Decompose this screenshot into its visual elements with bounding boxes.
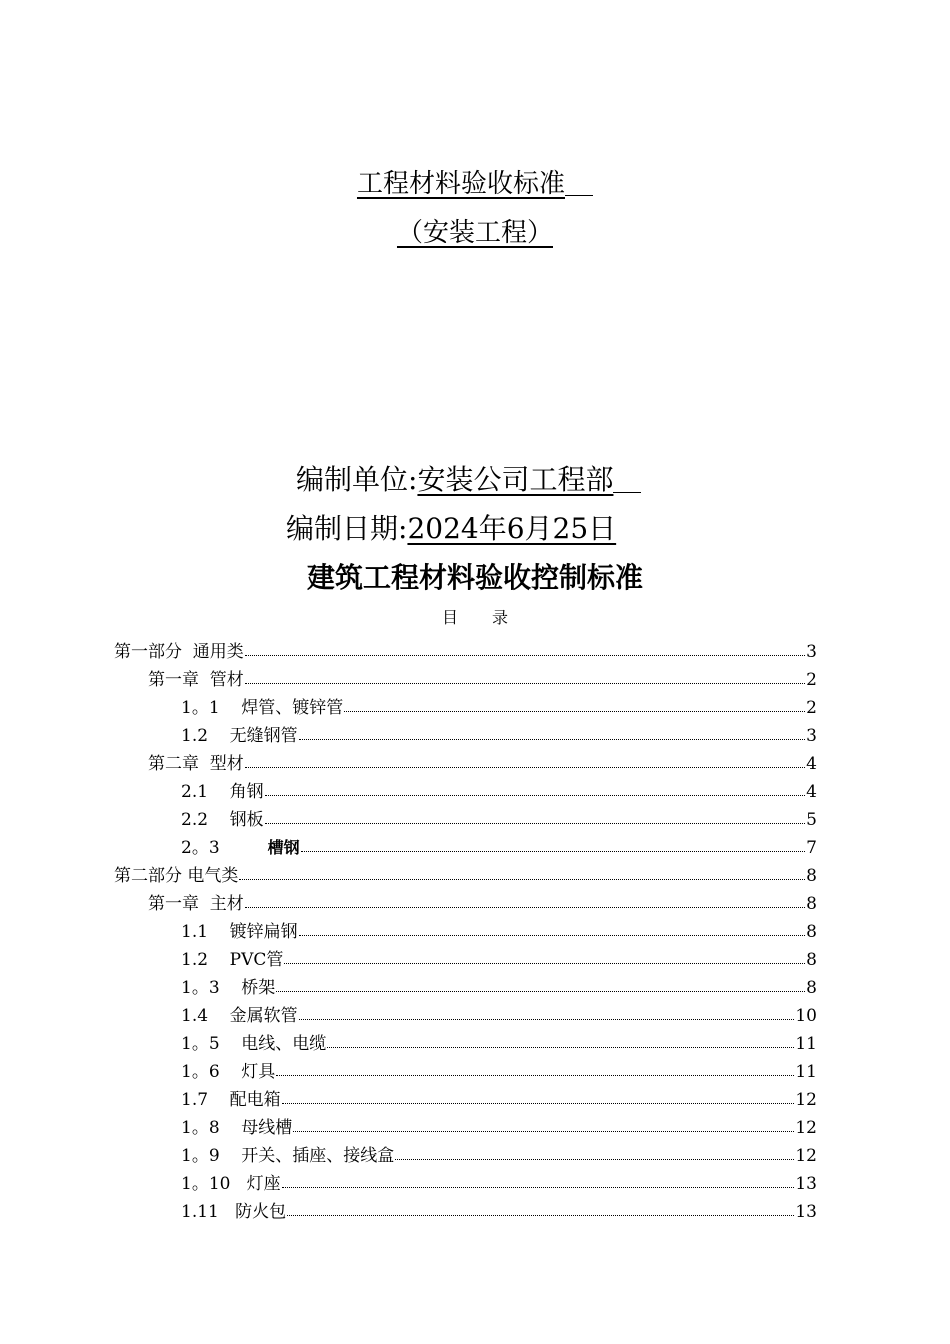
toc-leader-dots [344, 711, 805, 712]
toc-entry-page: 11 [795, 1062, 817, 1082]
toc-entry[interactable] [148, 664, 817, 690]
toc-entry-label: 1。8 母线槽 [181, 1118, 293, 1138]
toc-entry[interactable] [181, 1056, 817, 1082]
toc-entry-page: 12 [795, 1118, 817, 1138]
document-title: 工程材料验收标准 [0, 163, 950, 200]
toc-entry-page: 13 [795, 1174, 817, 1194]
toc-entry-label: 1。5 电线、电缆 [181, 1034, 327, 1054]
toc-entry-page: 12 [795, 1090, 817, 1110]
toc-entry-label: 第二部分 电气类 [114, 866, 239, 886]
toc-entry-label: 2。3 槽钢 [181, 838, 300, 858]
toc-entry[interactable] [181, 720, 817, 746]
toc-entry-label: 第一章 主材 [148, 894, 244, 914]
toc-leader-dots [299, 739, 806, 740]
toc-entry-label: 1。9 开关、插座、接线盒 [181, 1146, 395, 1166]
toc-entry-label: 2.2 钢板 [181, 810, 264, 830]
toc-entry-label: 第一部分 通用类 [114, 642, 244, 662]
toc-entry-page: 12 [795, 1146, 817, 1166]
toc-leader-dots [301, 851, 806, 852]
compiling-unit-value: 安装公司工程部 [417, 463, 614, 496]
toc-entry[interactable] [181, 1084, 817, 1110]
toc-entry-page: 8 [806, 894, 817, 914]
toc-entry-page: 8 [806, 978, 817, 998]
toc-leader-dots [245, 655, 805, 656]
toc-leader-dots [282, 1103, 795, 1104]
toc-leader-dots [284, 963, 805, 964]
toc-entry-label: 1。3 桥架 [181, 978, 276, 998]
toc-entry[interactable] [181, 692, 817, 718]
toc-leader-dots [245, 907, 805, 908]
toc-entry-page: 13 [795, 1202, 817, 1222]
toc-entry[interactable] [148, 748, 817, 774]
toc-entry-label: 1.2 PVC管 [181, 950, 284, 970]
compiling-date [286, 507, 616, 547]
toc-leader-dots [265, 823, 806, 824]
toc-entry[interactable] [181, 1140, 817, 1166]
toc-entry[interactable] [181, 972, 817, 998]
toc-entry[interactable] [181, 1112, 817, 1138]
document-subtitle: （安装工程） [396, 218, 553, 248]
toc-entry[interactable] [181, 804, 817, 830]
toc-entry[interactable] [114, 636, 817, 662]
toc-entry[interactable] [181, 1196, 817, 1222]
toc-leader-dots [395, 1159, 794, 1160]
toc-entry-label: 1。6 灯具 [181, 1062, 276, 1082]
toc-leader-dots [239, 879, 805, 880]
toc-leader-dots [299, 1019, 795, 1020]
toc-entry-page: 2 [806, 698, 817, 718]
compiling-date-label: 编制日期: [286, 512, 408, 545]
toc-entry[interactable] [181, 916, 817, 942]
toc-entry-page: 8 [806, 866, 817, 886]
toc-leader-dots [293, 1131, 794, 1132]
toc-entry[interactable] [181, 776, 817, 802]
toc-entry-page: 5 [806, 810, 817, 830]
toc-entry[interactable] [114, 860, 817, 886]
toc-leader-dots [276, 991, 805, 992]
toc-entry-label: 第二章 型材 [148, 754, 244, 774]
toc-leader-dots [265, 795, 806, 796]
toc-entry[interactable] [181, 1028, 817, 1054]
toc-entry-label: 第一章 管材 [148, 670, 244, 690]
toc-entry-page: 3 [806, 642, 817, 662]
toc-entry-label: 2.1 角钢 [181, 782, 264, 802]
toc-entry-label: 1.4 金属软管 [181, 1006, 298, 1026]
toc-leader-dots [327, 1047, 794, 1048]
toc-leader-dots [299, 935, 806, 936]
toc-entry-label: 1.11 防火包 [181, 1202, 287, 1222]
toc-entry[interactable] [181, 1168, 817, 1194]
toc-entry[interactable] [181, 944, 817, 970]
toc-leader-dots [276, 1075, 794, 1076]
title-underline-tail [565, 193, 593, 196]
toc-entry-page: 10 [795, 1006, 817, 1026]
unit-underline-tail [613, 490, 641, 493]
compiling-date-value: 2024年6月25日 [407, 512, 617, 545]
toc-entry-page: 4 [806, 754, 817, 774]
toc-entry-label: 1.1 镀锌扁钢 [181, 922, 298, 942]
toc-entry[interactable] [181, 832, 817, 858]
toc-leader-dots [282, 1187, 795, 1188]
toc-entry-label: 1.7 配电箱 [181, 1090, 281, 1110]
toc-label: 目 录 [441, 608, 509, 627]
toc-entry-page: 8 [806, 950, 817, 970]
toc-entry-page: 2 [806, 670, 817, 690]
toc-entry-page: 7 [806, 838, 817, 858]
toc-entry-page: 8 [806, 922, 817, 942]
toc-entry-page: 4 [806, 782, 817, 802]
toc-entry-page: 11 [795, 1034, 817, 1054]
standard-heading: 建筑工程材料验收控制标准 [306, 561, 643, 594]
toc-entry[interactable] [148, 888, 817, 914]
toc-leader-dots [287, 1215, 794, 1216]
toc-leader-dots [245, 683, 805, 684]
compiling-unit [296, 458, 641, 498]
toc-entry-label: 1。1 焊管、镀锌管 [181, 698, 344, 718]
compiling-unit-label: 编制单位: [296, 463, 418, 496]
toc-entry-label: 1.2 无缝钢管 [181, 726, 298, 746]
toc-entry[interactable] [181, 1000, 817, 1026]
toc-leader-dots [245, 767, 805, 768]
toc-entry-label: 1。10 灯座 [181, 1174, 281, 1194]
toc-entry-page: 3 [806, 726, 817, 746]
